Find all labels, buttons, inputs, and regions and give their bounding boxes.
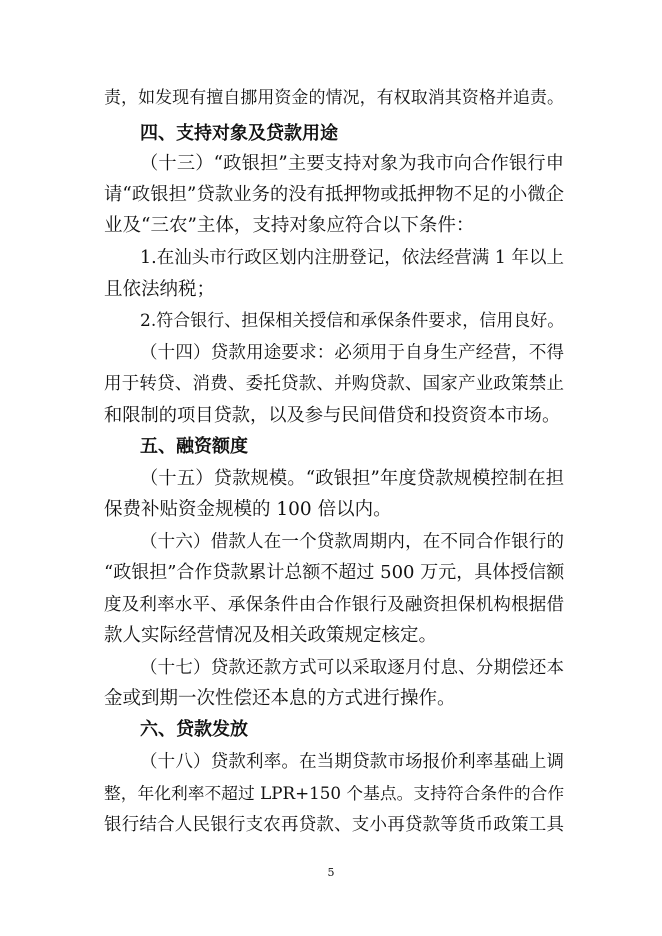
section-heading: 五、融资额度 [140, 436, 248, 457]
section-heading: 六、贷款发放 [140, 719, 248, 740]
body-line: 且依法纳税； [104, 279, 216, 300]
body-line: “政银担”合作贷款累计总额不超过 500 万元，具体授信额 [104, 562, 564, 583]
paragraph-first-line: （十七）贷款还款方式可以采取逐月付息、分期偿还本 [140, 658, 564, 678]
paragraph-first-line: （十八）贷款利率。在当期贷款市场报价利率基础上调 [140, 752, 564, 772]
body-line: 整，年化利率不超过 LPR+150 个基点。支持符合条件的合作 [104, 783, 564, 803]
body-line: 责，如发现有擅自挪用资金的情况，有权取消其资格并追责。 [104, 88, 564, 108]
body-line: 银行结合人民银行支农再贷款、支小再贷款等货币政策工具 [104, 815, 564, 835]
body-line: 请“政银担”贷款业务的没有抵押物或抵押物不足的小微企 [104, 184, 564, 205]
paragraph-first-line: （十五）贷款规模。“政银担”年度贷款规模控制在担 [140, 468, 564, 489]
body-line: 度及利率水平、承保条件由合作银行及融资担保机构根据借 [104, 595, 564, 615]
body-line: 业及“三农”主体，支持对象应符合以下条件： [104, 215, 475, 236]
body-line: 款人实际经营情况及相关政策规定核定。 [104, 625, 438, 646]
paragraph-first-line: （十四）贷款用途要求：必须用于自身生产经营，不得 [140, 343, 564, 363]
body-line: 和限制的项目贷款，以及参与民间借贷和投资资本市场。 [104, 405, 561, 426]
body-line: 用于转贷、消费、委托贷款、并购贷款、国家产业政策禁止 [104, 374, 564, 394]
section-heading: 四、支持对象及贷款用途 [140, 123, 338, 144]
paragraph-first-line: 2.符合银行、担保相关授信和承保条件要求，信用良好。 [140, 311, 564, 331]
paragraph-first-line: 1.在汕头市行政区划内注册登记，依法经营满 1 年以上 [140, 248, 564, 268]
page-number: 5 [327, 866, 335, 879]
paragraph-first-line: （十六）借款人在一个贷款周期内，在不同合作银行的 [140, 532, 564, 552]
body-line: 金或到期一次性偿还本息的方式进行操作。 [104, 688, 456, 709]
body-line: 保费补贴资金规模的 100 倍以内。 [104, 499, 392, 520]
paragraph-first-line: （十三）“政银担”主要支持对象为我市向合作银行申 [140, 153, 564, 174]
